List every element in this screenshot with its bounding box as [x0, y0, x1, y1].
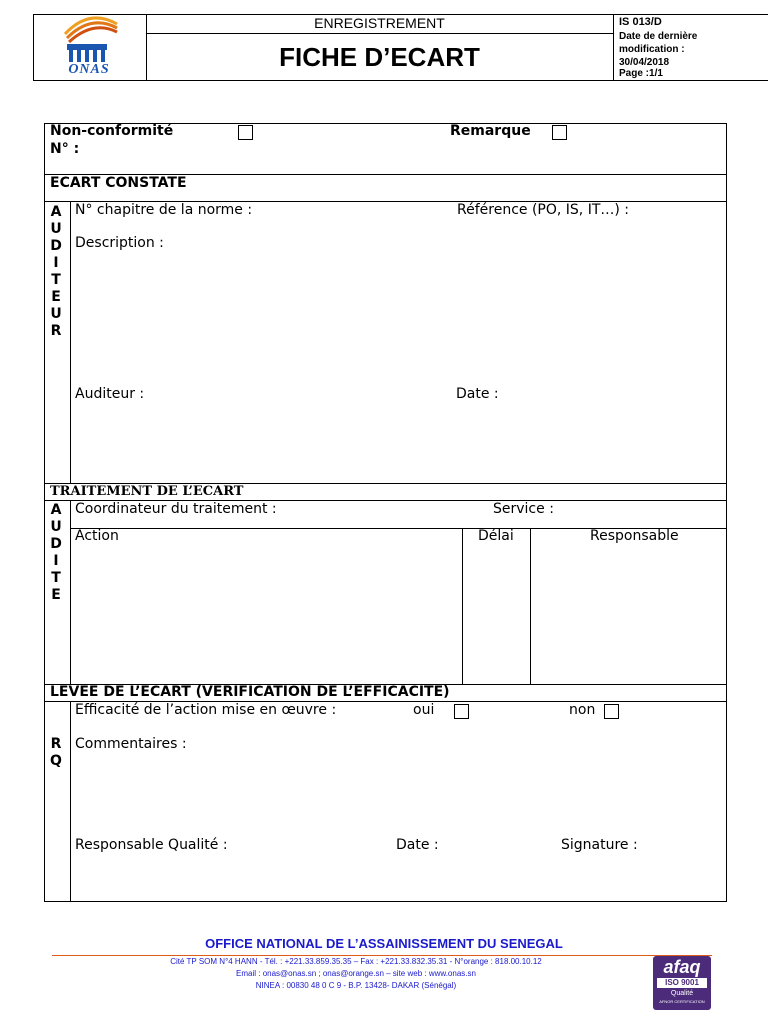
nonconformite-number-label: N° : [50, 141, 80, 157]
footer-line3: NINEA : 00830 48 0 C 9 - B.P. 13428- DAKAR (Sénégal) [255, 981, 457, 990]
levee-heading: LEVEE DE L’ECART (VERIFICATION DE L’EFFICACITE) [50, 684, 450, 700]
rq-side-label: R Q [50, 736, 62, 769]
chapitre-label: N° chapitre de la norme : [75, 202, 253, 218]
auditeur-label: Auditeur : [75, 386, 145, 402]
doc-ref: IS 013/D [619, 16, 662, 28]
footer-line1: Cité TP SOM N°4 HANN - Tél. : +221.33.859.35.35 – Fax : +221.33.832.35.31 - N°orange : 818.00.10.12 [170, 957, 542, 966]
modification-label: Date de dernière modification : [619, 31, 698, 55]
modification-date: 30/04/2018 [619, 57, 670, 68]
remarque-label: Remarque [450, 123, 531, 139]
ecart-date-label: Date : [456, 386, 499, 402]
onas-logo [55, 12, 123, 78]
footer-line2: Email : onas@onas.sn ; onas@orange.sn – site web : www.onas.sn [236, 969, 476, 978]
afaq-qualite: Qualité [670, 990, 694, 997]
nonconformite-label: Non-conformité [50, 123, 174, 139]
col-action: Action [75, 528, 119, 544]
afaq-iso: ISO 9001 [657, 978, 707, 988]
audite-side-label: A U D I T E [50, 502, 62, 603]
remarque-checkbox[interactable] [552, 125, 567, 140]
oui-label: oui [413, 702, 435, 718]
ecart-heading: ECART CONSTATE [50, 175, 187, 191]
signature-label: Signature : [561, 837, 638, 853]
non-checkbox[interactable] [604, 704, 619, 719]
resp-qualite-label: Responsable Qualité : [75, 837, 228, 853]
afaq-cert: AFNOR CERTIFICATION [659, 999, 705, 1004]
levee-date-label: Date : [396, 837, 439, 853]
service-label: Service : [493, 501, 554, 517]
non-label: non [569, 702, 596, 718]
logo-text: ONAS [68, 62, 110, 77]
auditeur-side-label: A U D I T E U R [50, 204, 62, 339]
afaq-brand: afaq [663, 957, 701, 977]
efficacite-label: Efficacité de l’action mise en œuvre : [75, 702, 337, 718]
description-label: Description : [75, 235, 164, 251]
doc-type: ENREGISTREMENT [314, 15, 445, 31]
reference-label: Référence (PO, IS, IT…) : [457, 202, 629, 218]
oui-checkbox[interactable] [454, 704, 469, 719]
footer-org: OFFICE NATIONAL DE L’ASSAINISSEMENT DU SENEGAL [205, 936, 563, 951]
afaq-badge [653, 956, 711, 1010]
col-delai: Délai [478, 528, 514, 544]
coordinateur-label: Coordinateur du traitement : [75, 501, 277, 517]
page-title: FICHE D’ECART [279, 42, 480, 72]
page-number: Page :1/1 [619, 68, 663, 79]
footer-rule [52, 955, 712, 956]
nonconformite-checkbox[interactable] [238, 125, 253, 140]
traitement-heading: TRAITEMENT DE L’ECART [50, 484, 244, 499]
col-responsable: Responsable [590, 528, 679, 544]
commentaires-label: Commentaires : [75, 736, 187, 752]
